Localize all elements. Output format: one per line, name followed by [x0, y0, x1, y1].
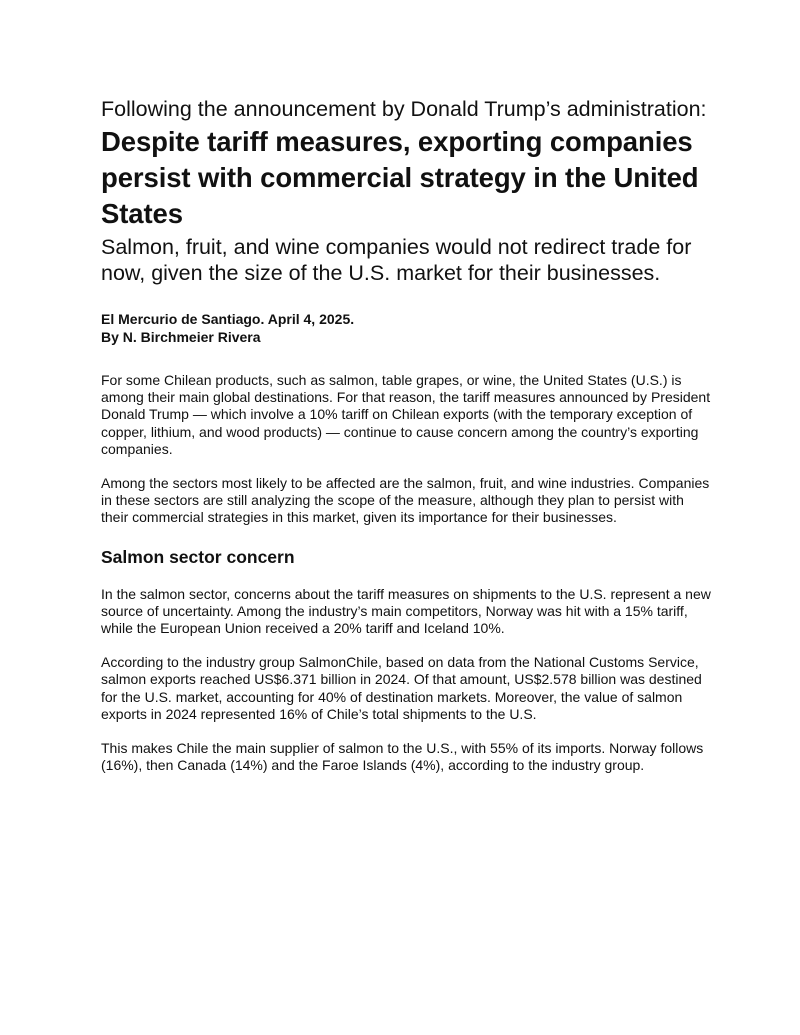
- author-line: By N. Birchmeier Rivera: [101, 329, 261, 345]
- byline: [101, 310, 711, 346]
- source-line: El Mercurio de Santiago. April 4, 2025.: [101, 311, 355, 327]
- body-paragraph: This makes Chile the main supplier of salmon to the U.S., with 55% of its imports. Norway follows (16%), then Canada (14%) and the Faroe Islands (4%), according to the industry group.: [101, 740, 704, 774]
- body-paragraph: For some Chilean products, such as salmon, table grapes, or wine, the United States (U.S.) is among their main global destinations. For that reason, the tariff measures announced by President Donald Trump — which involve a 10% tariff on Chilean exports (with the temporary exception of copper, lithium, and wood products) — continue to cause concern among the country’s exporting companies.: [101, 372, 711, 457]
- article-headline: Despite tariff measures, exporting companies persist with commercial strategy in the United States: [101, 126, 699, 229]
- body-paragraph: According to the industry group SalmonChile, based on data from the National Customs Service, salmon exports reached US$6.371 billion in 2024. Of that amount, US$2.578 billion was destined for the U.S. market, accounting for 40% of destination markets. Moreover, the value of salmon exports in 2024 represented 16% of Chile’s total shipments to the U.S.: [101, 654, 702, 722]
- article: [101, 96, 711, 774]
- article-kicker: Following the announcement by Donald Trump’s administration:: [101, 97, 707, 121]
- body-paragraph: In the salmon sector, concerns about the tariff measures on shipments to the U.S. represent a new source of uncertainty. Among the industry’s main competitors, Norway was hit with a 15% tariff, while the European Union received a 20% tariff and Iceland 10%.: [101, 585, 711, 637]
- body-paragraph: Among the sectors most likely to be affected are the salmon, fruit, and wine industries. Companies in these sectors are still analyzing the scope of the measure, although they plan to persist with their commercial strategies in this market, given its importance for their businesses.: [101, 475, 710, 526]
- section-heading: Salmon sector concern: [101, 546, 295, 567]
- article-deck: Salmon, fruit, and wine companies would not redirect trade for now, given the size of the U.S. market for their businesses.: [101, 235, 692, 285]
